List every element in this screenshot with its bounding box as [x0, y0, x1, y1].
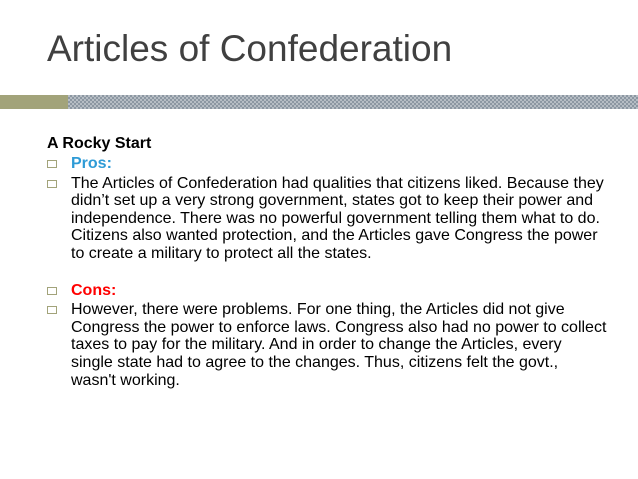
slide-content	[47, 134, 607, 391]
bullet-pros-label	[47, 155, 607, 173]
title-bar-checkered-segment	[68, 95, 638, 109]
cons-label: Cons:	[71, 281, 117, 299]
spacer	[47, 265, 607, 282]
title-accent-bar	[0, 95, 638, 109]
square-bullet-icon	[47, 180, 57, 188]
square-bullet-icon	[47, 287, 57, 295]
bullet-pros-text	[47, 175, 607, 263]
square-bullet-icon	[47, 306, 57, 314]
bullet-cons-text	[47, 301, 607, 389]
square-bullet-icon	[47, 160, 57, 168]
pros-label: Pros:	[71, 155, 112, 172]
bullet-cons-label	[47, 282, 607, 300]
cons-text: However, there were problems. For one thing, the Articles did not give Congress the power to enforce laws. Congress also had no power to collect taxes to pay for the military. And in order to change the Articles, every single state had to agree to the changes. Thus, citizens felt the govt., wasn't working.	[71, 301, 607, 389]
title-bar-solid-segment	[0, 95, 68, 109]
section-subheading: A Rocky Start	[47, 135, 152, 152]
slide-title: Articles of Confederation	[47, 28, 453, 69]
pros-text: The Articles of Confederation had qualities that citizens liked. Because they didn’t set up a very strong government, states got to keep their power and independence. There was no powerful government telling them what to do. Citizens also wanted protection, and the Articles gave Congress the power to create a military to protect all the states.	[71, 174, 604, 262]
